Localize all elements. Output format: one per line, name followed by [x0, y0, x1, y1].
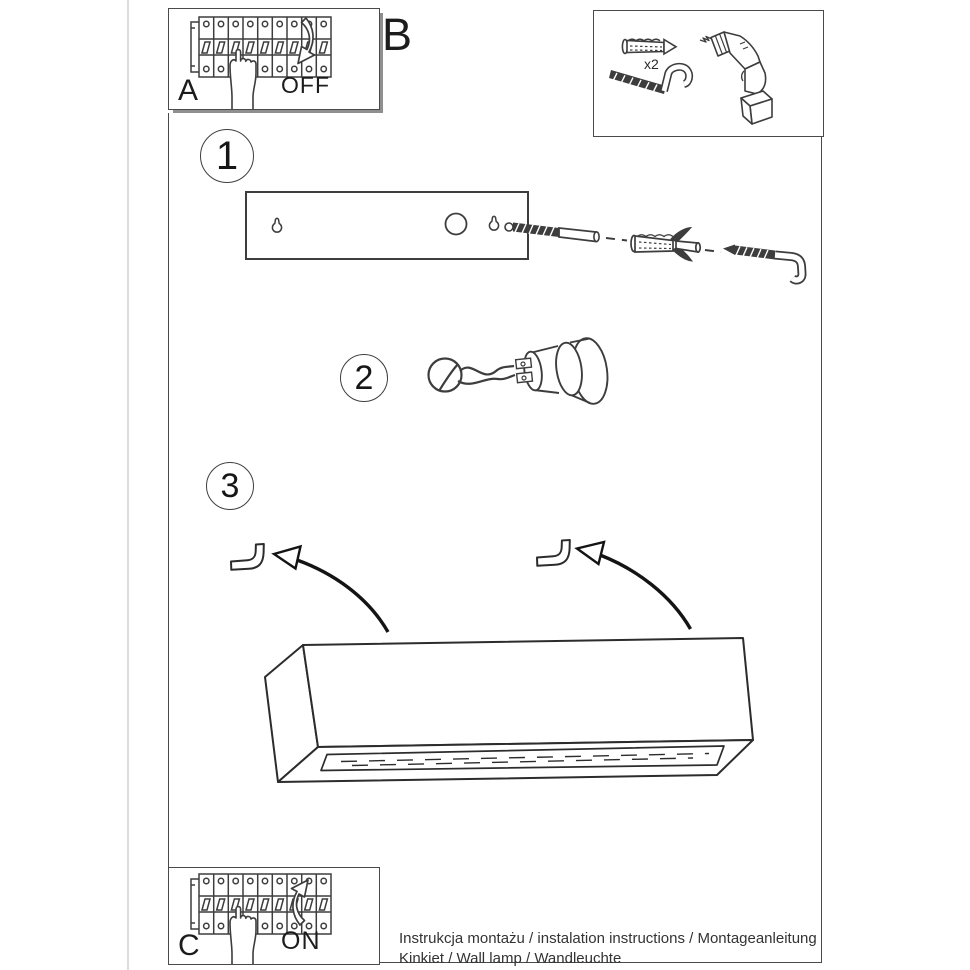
wall-anchor-icon: [622, 39, 676, 54]
breaker-panel-icon: [191, 874, 331, 934]
wall-hook-right-icon: [537, 540, 570, 566]
step-3-drawing: [215, 533, 815, 795]
bulb-socket-icon: [516, 336, 612, 406]
wall-hook-left-icon: [231, 544, 264, 570]
hang-arrow-left: [274, 547, 388, 633]
drill-icon: [700, 32, 772, 124]
mounting-bracket: [246, 192, 528, 259]
page-edge-line: [127, 0, 129, 970]
step-1-number: 1: [215, 133, 239, 178]
hook-screw: [723, 245, 802, 281]
parts-illustration: [594, 11, 823, 136]
power-on-illustration: [169, 868, 379, 964]
power-off-panel: [168, 8, 380, 110]
step-2-badge: [340, 354, 388, 402]
lamp-front-face: [303, 638, 753, 747]
center-hole: [446, 214, 467, 235]
panel-c-label: C: [178, 929, 200, 962]
assembly-dash-line-1: [606, 238, 627, 241]
step-2-number: 2: [354, 358, 374, 397]
panel-b-label: B: [382, 9, 413, 60]
step-3-number: 3: [220, 466, 240, 505]
anchor-quantity-label: x2: [644, 56, 659, 72]
socket-wires: [458, 366, 515, 384]
panel-c-action-on: ON: [281, 927, 321, 955]
power-on-panel: [168, 867, 380, 965]
footer-title-line: Instrukcja montażu / instalation instructions / Montageanleitung: [399, 930, 817, 947]
assembly-dash-line-2: [705, 250, 721, 252]
step-1-badge: [200, 129, 254, 183]
power-off-illustration: [169, 9, 379, 109]
step-2-drawing: [420, 333, 615, 411]
hang-arrow-right: [577, 542, 691, 629]
breaker-toggles: [202, 899, 327, 910]
footer: [399, 929, 829, 969]
wire-loop: [429, 359, 462, 392]
wall-lamp-body: [265, 638, 753, 782]
panel-a-action-off: OFF: [281, 72, 330, 98]
panel-a-label: A: [178, 74, 199, 107]
wall-anchor: [631, 228, 700, 262]
step-1-drawing: [243, 182, 863, 302]
parts-box: [593, 10, 824, 137]
step-3-badge: [206, 462, 254, 510]
footer-product-line: Kinkiet / Wall lamp / Wandleuchte: [399, 950, 622, 967]
